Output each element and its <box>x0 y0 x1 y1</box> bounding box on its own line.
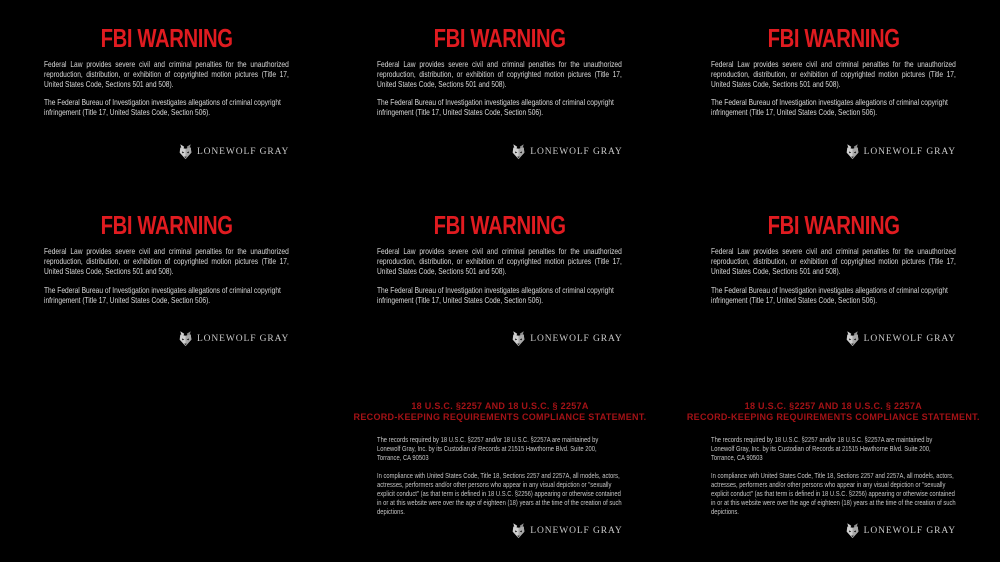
wolf-head-icon <box>512 144 525 160</box>
warning-paragraph-1: Federal Law provides severe civil and criminal penalties for the unauthorized reproduction, distribution, or exhibition of copyrighted motion pictures (Title 17, United States Code, Sections 501 and 508). <box>44 59 289 89</box>
blank-frame <box>0 375 333 562</box>
warning-text-block <box>711 60 956 118</box>
logo-text: LONEWOLF GRAY <box>530 334 623 345</box>
warning-paragraph-1: Federal Law provides severe civil and criminal penalties for the unauthorized reproduction, distribution, or exhibition of copyrighted motion pictures (Title 17, United States Code, Sections 501 and 508). <box>710 59 956 89</box>
fbi-warning-frame <box>667 0 1000 187</box>
compliance-heading-line-2: RECORD-KEEPING REQUIREMENTS COMPLIANCE STATEMENT. <box>353 412 647 423</box>
compliance-heading-line-1: 18 U.S.C. §2257 AND 18 U.S.C. § 2257A <box>411 400 589 411</box>
fbi-warning-title <box>667 20 1000 52</box>
logo-text: LONEWOLF GRAY <box>863 147 956 157</box>
compliance-paragraph-2: In compliance with United States Code, Title 18, Sections 2257 and 2257A, all models, actors, actresses, performers and/or other persons who appear in any visual depiction or "sexually explicit conduct" (as that term is defined in 18 U.S.C. §2256) appearing or otherwise contained in or at this website were over the age of eighteen (18) years at the time of the creation of such depictions. <box>377 470 622 516</box>
wolf-head-icon <box>846 144 859 160</box>
fbi-warning-title <box>667 207 1000 239</box>
warning-text-block <box>377 60 622 118</box>
compliance-heading <box>687 401 980 424</box>
fbi-warning-title <box>0 20 333 52</box>
logo-text: LONEWOLF GRAY <box>196 147 290 157</box>
warning-paragraph-2: The Federal Bureau of Investigation investigates allegations of criminal copyright infringement (Title 17, United States Code, Section 506). <box>44 284 281 305</box>
compliance-text-block <box>711 435 956 516</box>
lonewolf-gray-logo <box>846 144 956 160</box>
lonewolf-gray-logo <box>512 144 622 160</box>
fbi-warning-frame <box>667 187 1000 374</box>
fbi-warning-title-text: FBI WARNING <box>433 210 567 241</box>
wolf-head-icon <box>846 523 859 539</box>
wolf-head-icon <box>179 144 192 160</box>
fbi-warning-frame <box>0 0 333 187</box>
warning-paragraph-1: Federal Law provides severe civil and criminal penalties for the unauthorized reproduction, distribution, or exhibition of copyrighted motion pictures (Title 17, United States Code, Sections 501 and 508). <box>377 246 623 276</box>
compliance-statement-frame <box>667 375 1000 562</box>
logo-text: LONEWOLF GRAY <box>530 525 623 536</box>
lonewolf-gray-logo <box>512 331 622 347</box>
logo-text: LONEWOLF GRAY <box>863 334 956 345</box>
compliance-heading-line-1: 18 U.S.C. §2257 AND 18 U.S.C. § 2257A <box>744 400 922 411</box>
fbi-warning-title-text: FBI WARNING <box>433 23 567 53</box>
warning-paragraph-2: The Federal Bureau of Investigation investigates allegations of criminal copyright infringement (Title 17, United States Code, Section 506). <box>377 97 615 118</box>
warning-text-block <box>711 247 956 305</box>
fbi-warning-title-text: FBI WARNING <box>767 23 900 53</box>
fbi-warning-title-text: FBI WARNING <box>100 210 233 241</box>
warning-text-block <box>377 247 622 305</box>
fbi-warning-title-text: FBI WARNING <box>767 210 900 241</box>
fbi-warning-frame <box>0 187 333 374</box>
logo-text: LONEWOLF GRAY <box>196 334 290 345</box>
warning-paragraph-1: Federal Law provides severe civil and criminal penalties for the unauthorized reproduction, distribution, or exhibition of copyrighted motion pictures (Title 17, United States Code, Sections 501 and 508). <box>710 246 956 276</box>
warning-paragraph-2: The Federal Bureau of Investigation investigates allegations of criminal copyright infringement (Title 17, United States Code, Section 506). <box>710 284 948 305</box>
compliance-paragraph-2: In compliance with United States Code, Title 18, Sections 2257 and 2257A, all models, actors, actresses, performers and/or other persons who appear in any visual depiction or "sexually explicit conduct" (as that term is defined in 18 U.S.C. §2256) appearing or otherwise contained in or at this website were over the age of eighteen (18) years at the time of the creation of such depictions. <box>710 470 956 516</box>
compliance-heading <box>353 401 646 424</box>
logo-text: LONEWOLF GRAY <box>863 525 956 536</box>
lonewolf-gray-logo <box>512 523 622 539</box>
compliance-paragraph-1: The records required by 18 U.S.C. §2257 and/or 18 U.S.C. §2257A are maintained by Lonewolf Gray, Inc. by its Custodian of Records at 21515 Hawthorne Blvd. Suite 200, Torrance, CA 90503 <box>377 434 599 462</box>
wolf-head-icon <box>179 331 192 347</box>
warning-paragraph-2: The Federal Bureau of Investigation investigates allegations of criminal copyright infringement (Title 17, United States Code, Section 506). <box>44 97 281 118</box>
fbi-warning-frame <box>333 187 666 374</box>
warning-paragraph-2: The Federal Bureau of Investigation investigates allegations of criminal copyright infringement (Title 17, United States Code, Section 506). <box>377 284 615 305</box>
fbi-warning-title <box>0 207 333 239</box>
compliance-statement-frame <box>333 375 666 562</box>
warning-text-block <box>44 247 289 305</box>
fbi-warning-frame <box>333 0 666 187</box>
warning-paragraph-1: Federal Law provides severe civil and criminal penalties for the unauthorized reproduction, distribution, or exhibition of copyrighted motion pictures (Title 17, United States Code, Sections 501 and 508). <box>44 246 289 276</box>
warning-paragraph-2: The Federal Bureau of Investigation investigates allegations of criminal copyright infringement (Title 17, United States Code, Section 506). <box>710 97 948 118</box>
wolf-head-icon <box>512 331 525 347</box>
warning-text-block <box>44 60 289 118</box>
lonewolf-gray-logo <box>846 331 956 347</box>
lonewolf-gray-logo <box>179 331 289 347</box>
wolf-head-icon <box>846 331 859 347</box>
fbi-warning-title-text: FBI WARNING <box>100 23 233 53</box>
fbi-warning-title <box>333 207 666 239</box>
compliance-heading-line-2: RECORD-KEEPING REQUIREMENTS COMPLIANCE STATEMENT. <box>686 412 980 423</box>
lonewolf-gray-logo <box>846 523 956 539</box>
logo-text: LONEWOLF GRAY <box>530 147 623 157</box>
wolf-head-icon <box>512 523 525 539</box>
compliance-text-block <box>377 435 622 516</box>
lonewolf-gray-logo <box>179 144 289 160</box>
fbi-warning-title <box>333 20 666 52</box>
compliance-paragraph-1: The records required by 18 U.S.C. §2257 and/or 18 U.S.C. §2257A are maintained by Lonewolf Gray, Inc. by its Custodian of Records at 21515 Hawthorne Blvd. Suite 200, Torrance, CA 90503 <box>710 434 932 462</box>
warning-paragraph-1: Federal Law provides severe civil and criminal penalties for the unauthorized reproduction, distribution, or exhibition of copyrighted motion pictures (Title 17, United States Code, Sections 501 and 508). <box>377 59 623 89</box>
